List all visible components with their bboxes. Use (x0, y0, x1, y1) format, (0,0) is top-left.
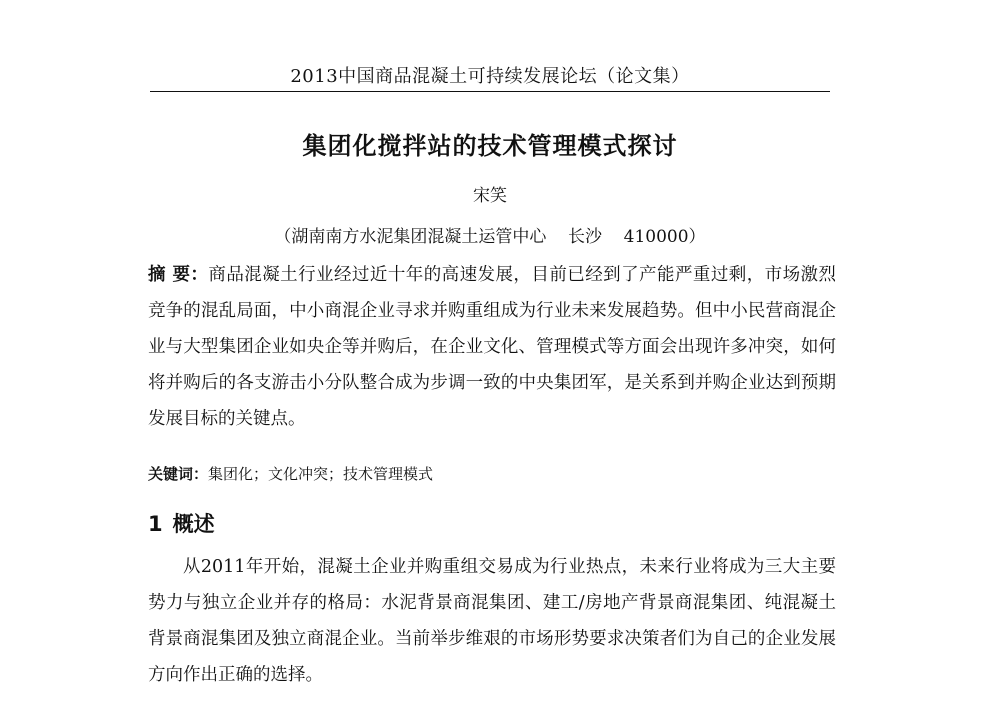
abstract-label: 摘 要： (148, 265, 209, 285)
author-name: 宋笑 (473, 186, 507, 206)
author-affiliation: （湖南南方水泥集团混凝土运管中心 长沙 410000） (274, 227, 706, 247)
abstract (148, 257, 836, 437)
keywords-text: 集团化；文化冲突；技术管理模式 (208, 465, 434, 483)
abstract-text: 商品混凝土行业经过近十年的高速发展，目前已经到了产能严重过剩，市场激烈竞争的混乱局面，中小商混企业寻求并购重组成为行业未来发展趋势。但中小民营商混企业与大型集团企业如央企等并购后，在企业文化、管理模式等方面会出现许多冲突，如何将并购后的各支游击小分队整合成为步调一致的中央集团军，是关系到并购企业达到预期发展目标的关键点。 (148, 265, 836, 429)
section-heading (148, 508, 215, 538)
keywords (148, 463, 836, 484)
paper-title: 集团化搅拌站的技术管理模式探讨 (302, 132, 678, 160)
header-rule (150, 91, 830, 92)
keywords-label: 关键词： (148, 465, 209, 483)
running-header: 2013中国商品混凝土可持续发展论坛（论文集） (290, 66, 690, 87)
section-number: 1 (148, 512, 163, 536)
body-paragraph: 从2011年开始，混凝土企业并购重组交易成为行业热点，未来行业将成为三大主要势力与独立企业并存的格局：水泥背景商混集团、建工/房地产背景商混集团、纯混凝土背景商混集团及独立商混企业。当前举步维艰的市场形势要求决策者们为自己的企业发展方向作出正确的选择。 (148, 557, 836, 685)
section-title: 概述 (172, 512, 215, 536)
